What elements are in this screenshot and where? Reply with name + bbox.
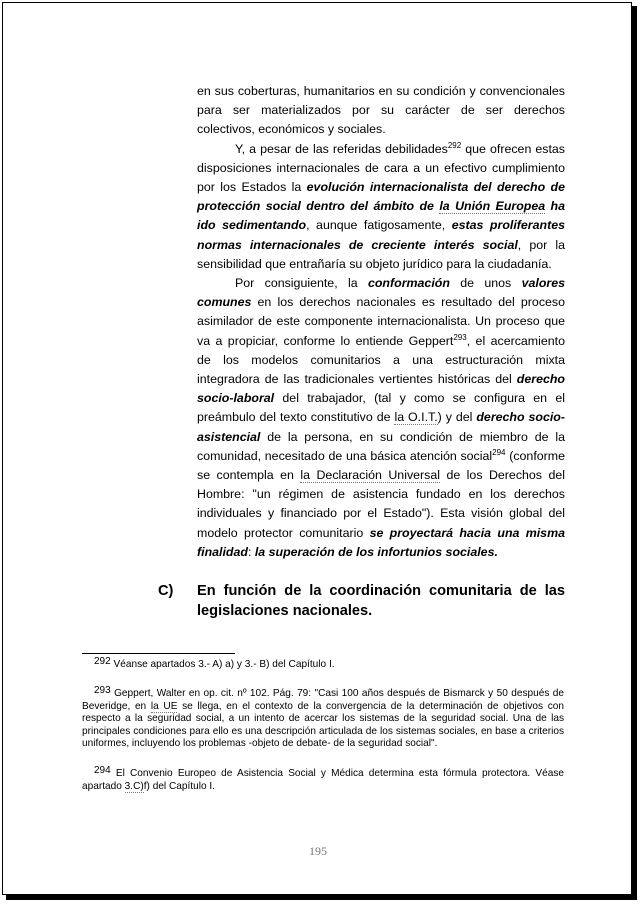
- text-run: f) del Capítulo I.: [143, 780, 215, 792]
- footnote-ref: 293: [453, 332, 467, 342]
- text-run: Y, a pesar de las referidas debilidades: [235, 141, 448, 156]
- emphasis-text: se proyectará hacia una misma finalidad: [197, 525, 565, 559]
- text-run: se llega, en el contexto de la convergencia de la determinación de objetivos con respecto a la seguridad social, a un intento de acercar los sistemas de la seguridad social. Una de las principales condiciones para ello es una descripción articulada de los sistemas sociales, en base a criterios uniformes, incluyendo los problemas -objeto de debate- de la seguridad social".: [82, 700, 565, 750]
- text-run: la UE: [150, 700, 178, 712]
- section-letter: C): [158, 583, 174, 599]
- text-run: 3.C): [124, 780, 144, 792]
- footnote-number: 293: [94, 685, 111, 696]
- document-page: [2, 2, 632, 895]
- emphasis-text: ha ido sedimentando: [197, 199, 565, 233]
- footnote-292: [82, 656, 564, 672]
- text-run: de unos: [449, 276, 522, 291]
- emphasis-text: la Unión Europea: [439, 199, 546, 214]
- emphasis-text: derecho socio-laboral: [197, 372, 565, 406]
- paragraph-2: [197, 140, 565, 274]
- section-title: En función de la coordinación comunitaria de las legislaciones nacionales.: [197, 583, 565, 619]
- footnote-ref: 292: [447, 140, 462, 150]
- footnote-separator: [82, 653, 235, 654]
- emphasis-text: la superación de los infortunios sociales.: [254, 544, 498, 559]
- emphasis-text: estas proliferantes normas internacionales de creciente interés social: [197, 218, 565, 252]
- text-run: la Declaración Universal: [300, 468, 440, 483]
- text-run: Geppert, Walter en op. cit. nº 102. Pág. 79: "Casi 100 años después de Bismarck y 50 después de Beveridge, en: [82, 688, 564, 712]
- page-shadow-right: [632, 6, 637, 899]
- text-run: El Convenio Europeo de Asistencia Social y Médica determina esta fórmula protectora. Véase apartado: [82, 768, 564, 792]
- text-run: Por consiguiente, la: [235, 276, 368, 291]
- paragraph-1: [197, 82, 565, 140]
- paragraph-3: [197, 274, 565, 562]
- text-run: , el acercamiento de los modelos comunitarios a una estructuración mixta integradora de las tradicionales vertientes históricas del: [197, 333, 565, 387]
- text-run: que ofrecen estas disposiciones internacionales de cara a un efectivo cumplimiento por los Estados la: [197, 141, 566, 195]
- text-run: , aunque fatigosamente,: [306, 218, 452, 233]
- footnote-293: [82, 685, 565, 751]
- body-text: [197, 82, 565, 562]
- text-run: , por la sensibilidad que entrañaría su objeto jurídico para la ciudadanía.: [197, 237, 565, 271]
- text-run: Véanse apartados 3.- A) a) y 3.- B) del Capítulo I.: [110, 659, 335, 670]
- page-number: 195: [309, 844, 327, 858]
- text-run: (conforme se contempla en: [197, 448, 565, 483]
- text-run: de los Derechos del Hombre: "un régimen de asistencia fundado en los derechos individuales y financiado por el Estado"). Esta visión global del modelo protector comunitario: [197, 468, 565, 540]
- text-run: del trabajador, (tal y como se configura en el preámbulo del texto constitutivo de: [197, 391, 565, 425]
- footnote-number: 292: [94, 656, 111, 667]
- text-run: :: [247, 544, 255, 559]
- text-run: en los derechos nacionales es resultado del proceso asimilador de este componente internacionalista. Un proceso que va a propiciar, conforme lo entiende Geppert: [197, 295, 565, 348]
- page-shadow-bottom: [6, 895, 637, 900]
- text-run: ) y del: [437, 410, 477, 425]
- emphasis-text: derecho socio-asistencial: [197, 410, 565, 444]
- emphasis-text: conformación: [367, 276, 450, 291]
- emphasis-text: evolución internacionalista del derecho de protección social dentro del ámbito de: [197, 180, 565, 214]
- footnote-294: [82, 765, 564, 793]
- text-run: de la persona, en su condición de miembro de la comunidad, necesitado de una básica atención social: [197, 429, 565, 463]
- footnote-number: 294: [94, 765, 111, 776]
- footnote-ref: 294: [492, 447, 506, 457]
- text-run: en sus coberturas, humanitarios en su condición y convencionales para ser materializados por su carácter de ser derechos colectivos, económicos y sociales.: [197, 84, 565, 137]
- text-run: la O.I.T.: [394, 410, 438, 425]
- emphasis-text: valores comunes: [197, 276, 565, 310]
